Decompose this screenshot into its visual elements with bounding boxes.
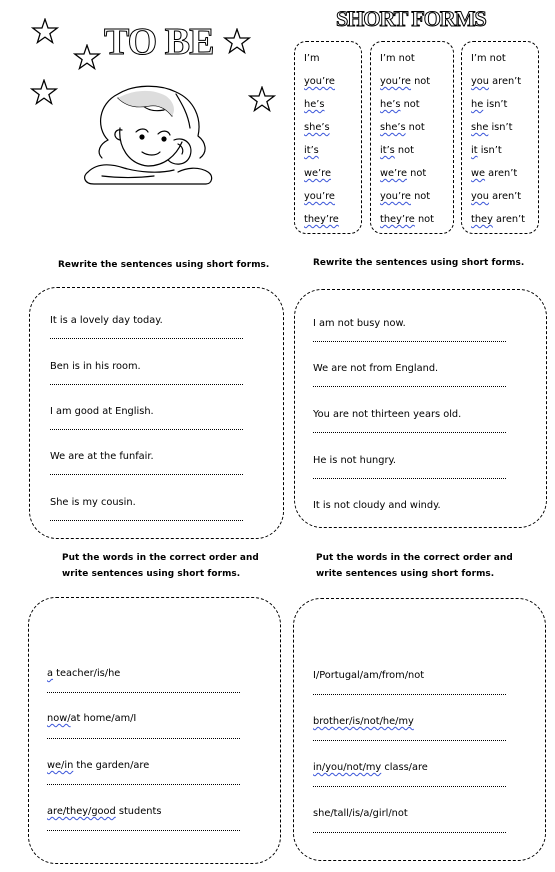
answer-line[interactable] <box>313 478 506 479</box>
exercise-sentence: It is not cloudy and windy. <box>313 500 441 511</box>
exercise-sentence: she/tall/is/a/girl/not <box>313 808 408 819</box>
list-item: it’s <box>304 145 319 156</box>
list-item: you aren’t <box>471 76 522 87</box>
answer-line[interactable] <box>47 692 240 693</box>
answer-line[interactable] <box>50 520 243 521</box>
exercise-sentence: in/you/not/my class/are <box>313 762 428 773</box>
exercise-sentence: It is a lovely day today. <box>50 315 163 326</box>
answer-line[interactable] <box>313 432 506 433</box>
list-item: you’re <box>304 76 335 87</box>
exercise-sentence: You are not thirteen years old. <box>313 409 462 420</box>
answer-line[interactable] <box>313 786 506 787</box>
exercise-sentence: are/they/good students <box>47 806 162 817</box>
answer-line[interactable] <box>313 386 506 387</box>
list-item: she isn’t <box>471 122 513 133</box>
list-item: he isn’t <box>471 99 508 110</box>
answer-line[interactable] <box>50 474 243 475</box>
short-forms-column-2 <box>370 41 454 234</box>
list-item: I’m not <box>471 53 506 64</box>
list-item: they’re not <box>380 214 435 225</box>
answer-line[interactable] <box>313 740 506 741</box>
short-forms-column-1 <box>294 41 362 234</box>
list-item: I’m not <box>380 53 415 64</box>
exercise-sentence: a teacher/is/he <box>47 668 121 679</box>
exercise-sentence: She is my cousin. <box>50 497 136 508</box>
answer-line[interactable] <box>313 832 506 833</box>
list-item: she’s <box>304 122 330 133</box>
list-item: you’re not <box>380 76 431 87</box>
exercise-sentence: now/at home/am/I <box>47 713 137 724</box>
star-icon <box>248 86 276 114</box>
exercise-sentence: brother/is/not/he/my <box>313 716 414 727</box>
list-item: he’s not <box>380 99 420 110</box>
instruction-order-right-1: Put the words in the correct order and <box>316 553 513 563</box>
short-forms-column-3 <box>461 41 539 234</box>
instruction-rewrite-right: Rewrite the sentences using short forms. <box>313 258 525 268</box>
girl-illustration <box>78 80 220 186</box>
list-item: we’re <box>304 168 331 179</box>
answer-line[interactable] <box>313 341 506 342</box>
list-item: he’s <box>304 99 325 110</box>
exercise-box-order-2 <box>293 598 546 861</box>
list-item: you’re <box>304 191 335 202</box>
list-item: it’s not <box>380 145 414 156</box>
instruction-order-left-1: Put the words in the correct order and <box>62 553 259 563</box>
list-item: she’s not <box>380 122 425 133</box>
exercise-sentence: I am good at English. <box>50 406 154 417</box>
short-forms-title: SHORT FORMS <box>336 6 486 31</box>
list-item: they aren’t <box>471 214 526 225</box>
list-item: it isn’t <box>471 145 502 156</box>
instruction-order-left-2: write sentences using short forms. <box>62 569 241 579</box>
answer-line[interactable] <box>50 338 243 339</box>
list-item: I’m <box>304 53 320 64</box>
answer-line[interactable] <box>47 830 240 831</box>
exercise-sentence: He is not hungry. <box>313 455 396 466</box>
exercise-sentence: Ben is in his room. <box>50 361 141 372</box>
instruction-order-right-2: write sentences using short forms. <box>316 569 495 579</box>
exercise-sentence: we/in the garden/are <box>47 760 150 771</box>
exercise-sentence: We are not from England. <box>313 363 439 374</box>
answer-line[interactable] <box>47 784 240 785</box>
instruction-rewrite-left: Rewrite the sentences using short forms. <box>58 260 270 270</box>
star-icon <box>73 44 101 72</box>
exercise-sentence: I am not busy now. <box>313 318 406 329</box>
list-item: they’re <box>304 214 339 225</box>
worksheet-title: TO BE <box>104 21 214 63</box>
list-item: we aren’t <box>471 168 518 179</box>
answer-line[interactable] <box>47 738 240 739</box>
list-item: you aren’t <box>471 191 522 202</box>
list-item: you’re not <box>380 191 431 202</box>
answer-line[interactable] <box>50 429 243 430</box>
answer-line[interactable] <box>50 384 243 385</box>
star-icon <box>223 28 251 56</box>
exercise-sentence: I/Portugal/am/from/not <box>313 670 425 681</box>
star-icon <box>30 79 58 107</box>
star-icon <box>31 18 59 46</box>
answer-line[interactable] <box>313 694 506 695</box>
exercise-box-order-1 <box>28 597 281 864</box>
list-item: we’re not <box>380 168 427 179</box>
exercise-sentence: We are at the funfair. <box>50 451 154 462</box>
